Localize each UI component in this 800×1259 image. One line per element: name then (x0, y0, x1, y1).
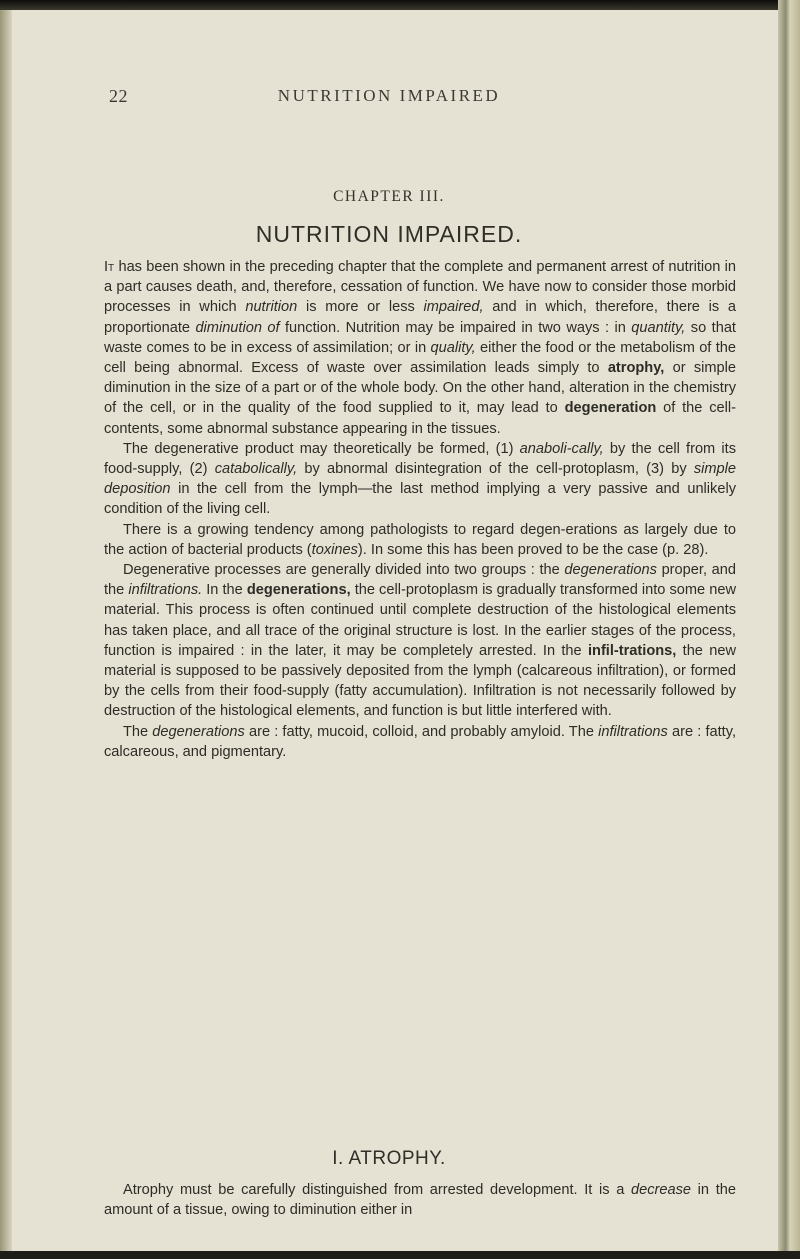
text-run: The degenerative product may theoretically be formed, (1) (123, 440, 520, 457)
page-number: 22 (109, 86, 128, 106)
italic-term: catabolically, (214, 461, 298, 478)
bold-term: degeneration (564, 400, 657, 417)
chapter-body (104, 257, 736, 762)
text-run: by the cell from its food-supply, (2) (104, 440, 736, 478)
paragraph-1 (104, 257, 736, 439)
text-run: and in which, therefore, there is a proportionate (104, 299, 736, 336)
text-run: ). In some this has been proved to be the case (p. 28). (357, 541, 709, 558)
chapter-label: CHAPTER III. (333, 188, 445, 205)
text-run: function. Nutrition may be impaired in two ways : in (279, 319, 632, 336)
section-paragraph-1 (104, 1180, 736, 1220)
text-run: has been shown in the preceding chapter that the complete and permanent arrest of nutrition in a part causes death, and, therefore, cessation of function. We have now to consider those morbid processes in which (104, 259, 736, 316)
text-run: by abnormal disintegration of the cell-protoplasm, (3) by (297, 461, 694, 478)
italic-term: impaired, (423, 299, 484, 316)
text-run: There is a growing tendency among pathologists to regard degen-erations as largely due to the action of bacterial products ( (104, 521, 736, 558)
paragraph-5 (104, 722, 736, 762)
bold-term: degenerations, (246, 582, 351, 599)
bold-term: infil-trations, (587, 642, 677, 659)
section-heading: I. ATROPHY. (332, 1148, 446, 1169)
paragraph-3 (104, 520, 736, 560)
italic-term: simple deposition (104, 461, 736, 498)
running-head (0, 86, 778, 116)
italic-term: quantity, (631, 319, 686, 336)
text-run: so that waste comes to be in excess of assimilation; or in (104, 319, 736, 356)
italic-term: infiltrations (598, 723, 668, 740)
italic-term: anaboli-cally, (519, 440, 604, 457)
text-run: the cell-protoplasm is gradually transformed into some new material. This process is often continued until complete destruction of the histological elements has taken place, and all trace of the original structure is lost. In the earlier stages of the process, function is impaired : in the later, it may be completely arrested. In the (104, 582, 737, 659)
book-spine-edge (778, 0, 800, 1259)
italic-term: degenerations (564, 562, 657, 579)
text-run: or simple diminution in the size of a part or of the whole body. On the other hand, alteration in the chemistry of the cell, or in the quality of the food supplied to it, may lead to (104, 360, 736, 417)
scan-top-border (0, 0, 800, 10)
scan-bottom-border (0, 1251, 800, 1259)
text-run: in the amount of a tissue, owing to diminution either in (104, 1182, 736, 1219)
section-body (104, 1180, 736, 1220)
chapter-title: NUTRITION IMPAIRED. (255, 221, 523, 247)
text-run: proper, and the (104, 562, 736, 599)
paragraph-2 (104, 439, 736, 520)
text-run: the new material is supposed to be passively deposited from the lymph (calcareous infiltration), or formed by the cells from their food-supply (fatty accumulation). Infiltration is not necessarily followed by destruction of the histological elements, and function is but little interfered with. (104, 642, 736, 720)
text-run: Degenerative processes are generally divided into two groups : the (123, 562, 565, 579)
italic-term: nutrition (245, 299, 298, 316)
italic-term: infiltrations. (128, 582, 203, 599)
text-run: Atrophy must be carefully distinguished from arrested development. It is a (123, 1182, 631, 1198)
text-run: of the cell-contents, some abnormal substance appearing in the tissues. (104, 400, 736, 437)
italic-term: diminution of (195, 319, 280, 336)
text-run: is more or less (297, 299, 424, 316)
paragraph-4 (104, 560, 736, 722)
drop-word: It (104, 259, 115, 275)
text-run: are : fatty, mucoid, colloid, and probably amyloid. The (244, 723, 599, 740)
italic-term: quality, (430, 339, 476, 356)
bold-term: atrophy, (607, 360, 665, 377)
text-run: are : fatty, calcareous, and pigmentary. (104, 723, 737, 760)
italic-term: degenerations (152, 723, 245, 740)
running-head-title: NUTRITION IMPAIRED (277, 86, 501, 105)
italic-term: decrease (630, 1182, 692, 1198)
text-run: in the cell from the lymph—the last method implying a very passive and unlikely condition of the living cell. (104, 481, 736, 518)
text-run: either the food or the metabolism of the cell being abnormal. Excess of waste over assimilation leads simply to (104, 339, 736, 377)
text-run: The (123, 723, 153, 740)
italic-term: toxines (311, 541, 358, 558)
text-run: In the (202, 582, 247, 599)
